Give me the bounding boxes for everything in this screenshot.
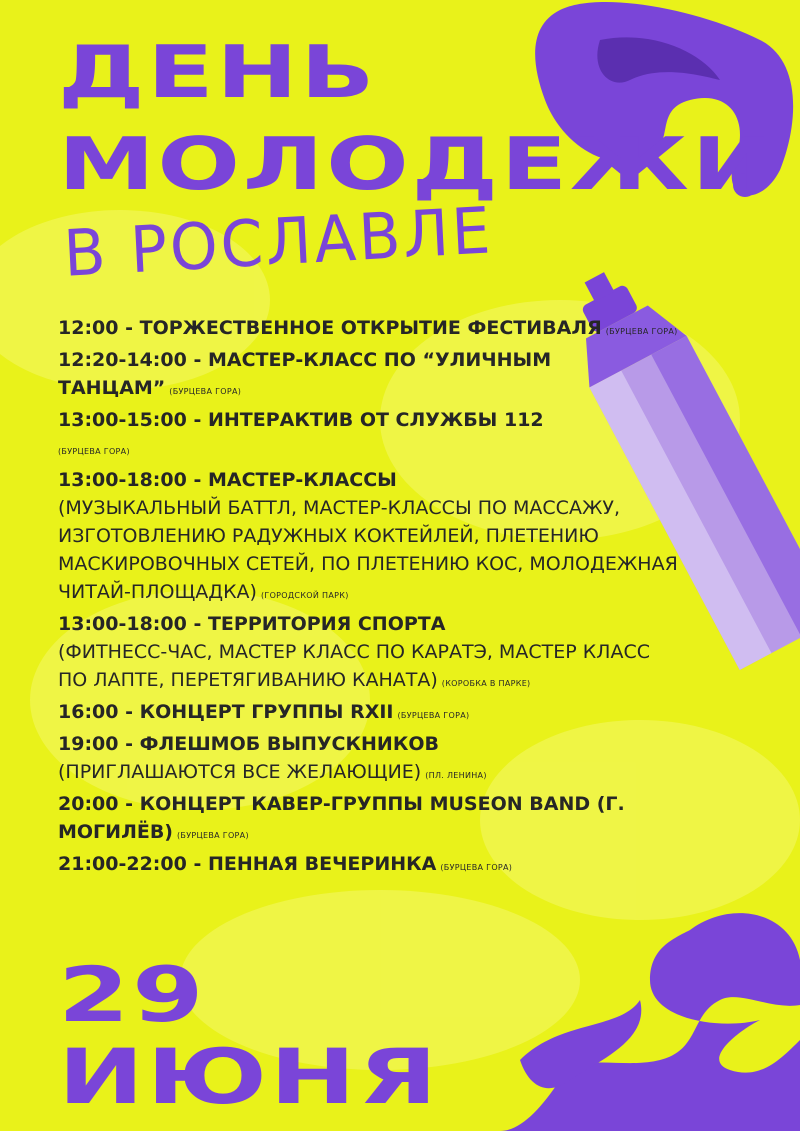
event-time: 16:00	[58, 701, 119, 723]
event-title: ТЕРРИТОРИЯ СПОРТА	[207, 613, 446, 635]
event-time: 13:00-18:00	[58, 613, 187, 635]
event-location: (БУРЦЕВА ГОРА)	[397, 711, 470, 720]
event-location: (КОРОБКА В ПАРКЕ)	[441, 679, 531, 688]
event-title: ФЛЕШМОБ ВЫПУСКНИКОВ	[139, 733, 439, 755]
schedule-item-7: 19:00 - ФЛЕШМОБ ВЫПУСКНИКОВ (ПРИГЛАШАЮТСЯ ВСЕ ЖЕЛАЮЩИЕ) (ПЛ. ЛЕНИНА)	[58, 733, 487, 783]
city-subtitle: В РОСЛАВЛЕ	[62, 194, 495, 292]
event-location: (БУРЦЕВА ГОРА)	[177, 831, 249, 840]
schedule-item-9: 21:00-22:00 - ПЕННАЯ ВЕЧЕРИНКА (БУРЦЕВА ГОРА)	[58, 853, 513, 875]
title-line-2: МОЛОДЕЖИ	[58, 122, 776, 206]
event-title: МАСТЕР-КЛАСС ПО “УЛИЧНЫМ ТАНЦАМ”	[58, 349, 552, 399]
event-location: (БУРЦЕВА ГОРА)	[440, 863, 513, 872]
event-details: (ПРИГЛАШАЮТСЯ ВСЕ ЖЕЛАЮЩИЕ)	[58, 761, 422, 783]
event-location: (БУРЦЕВА ГОРА)	[169, 387, 242, 396]
event-title: КОНЦЕРТ КАВЕР-ГРУППЫ MUSEON BAND (Г. МОГИЛЁВ)	[58, 793, 625, 843]
event-schedule	[58, 314, 678, 882]
event-details: (ФИТНЕСС-ЧАС, МАСТЕР КЛАСС ПО КАРАТЭ, МАСТЕР КЛАСС ПО ЛАПТЕ, ПЕРЕТЯГИВАНИЮ КАНАТА)	[58, 641, 650, 691]
event-title: ПЕННАЯ ВЕЧЕРИНКА	[207, 853, 437, 875]
event-time: 12:20-14:00	[58, 349, 187, 371]
schedule-item-5: 13:00-18:00 - ТЕРРИТОРИЯ СПОРТА (ФИТНЕСС-ЧАС, МАСТЕР КЛАСС ПО КАРАТЭ, МАСТЕР КЛАСС ПО ЛАПТЕ, ПЕРЕТЯГИВАНИЮ КАНАТА) (КОРОБКА В ПАРКЕ)	[58, 613, 650, 691]
schedule-item-2: 12:20-14:00 - МАСТЕР-КЛАСС ПО “УЛИЧНЫМ ТАНЦАМ” (БУРЦЕВА ГОРА)	[58, 349, 552, 399]
event-details: (МУЗЫКАЛЬНЫЙ БАТТЛ, МАСТЕР-КЛАССЫ ПО МАССАЖУ, ИЗГОТОВЛЕНИЮ РАДУЖНЫХ КОКТЕЙЛЕЙ, ПЛЕТЕНИЮ МАСКИРОВОЧНЫХ СЕТЕЙ, ПО ПЛЕТЕНИЮ КОС, МОЛОДЕЖНАЯ ЧИТАЙ-ПЛОЩАДКА)	[58, 497, 678, 603]
event-time: 20:00	[58, 793, 119, 815]
event-title: КОНЦЕРТ ГРУППЫ RXII	[139, 701, 394, 723]
event-title: МАСТЕР-КЛАССЫ	[207, 469, 397, 491]
schedule-item-1: 12:00 - ТОРЖЕСТВЕННОЕ ОТКРЫТИЕ ФЕСТИВАЛЯ (БУРЦЕВА ГОРА)	[58, 317, 678, 339]
schedule-item-6: 16:00 - КОНЦЕРТ ГРУППЫ RXII (БУРЦЕВА ГОРА)	[58, 701, 470, 723]
event-title: ТОРЖЕСТВЕННОЕ ОТКРЫТИЕ ФЕСТИВАЛЯ	[139, 317, 602, 339]
schedule-item-4: 13:00-18:00 - МАСТЕР-КЛАССЫ (МУЗЫКАЛЬНЫЙ БАТТЛ, МАСТЕР-КЛАССЫ ПО МАССАЖУ, ИЗГОТОВЛЕНИЮ РАДУЖНЫХ КОКТЕЙЛЕЙ, ПЛЕТЕНИЮ МАСКИРОВОЧНЫХ СЕТЕЙ, ПО ПЛЕТЕНИЮ КОС, МОЛОДЕЖНАЯ ЧИТАЙ-ПЛОЩАДКА) (ГОРОДСКОЙ ПАРК)	[58, 469, 678, 603]
event-location: (ПЛ. ЛЕНИНА)	[425, 771, 487, 780]
event-time: 13:00-15:00	[58, 409, 187, 431]
date-month: ИЮНЯ	[58, 1032, 440, 1121]
event-location: (БУРЦЕВА ГОРА)	[58, 447, 130, 456]
event-location: (ГОРОДСКОЙ ПАРК)	[260, 591, 349, 600]
schedule-item-8: 20:00 - КОНЦЕРТ КАВЕР-ГРУППЫ MUSEON BAND (Г. МОГИЛЁВ) (БУРЦЕВА ГОРА)	[58, 793, 625, 843]
event-location: (БУРЦЕВА ГОРА)	[605, 327, 678, 336]
event-time: 12:00	[58, 317, 119, 339]
schedule-item-3: 13:00-15:00 - ИНТЕРАКТИВ ОТ СЛУЖБЫ 112 (БУРЦЕВА ГОРА)	[58, 409, 544, 456]
date-day: 29	[58, 950, 207, 1039]
event-time: 19:00	[58, 733, 119, 755]
event-title: ИНТЕРАКТИВ ОТ СЛУЖБЫ 112	[207, 409, 544, 431]
title-line-1: ДЕНЬ	[58, 30, 378, 114]
event-time: 21:00-22:00	[58, 853, 187, 875]
event-time: 13:00-18:00	[58, 469, 187, 491]
